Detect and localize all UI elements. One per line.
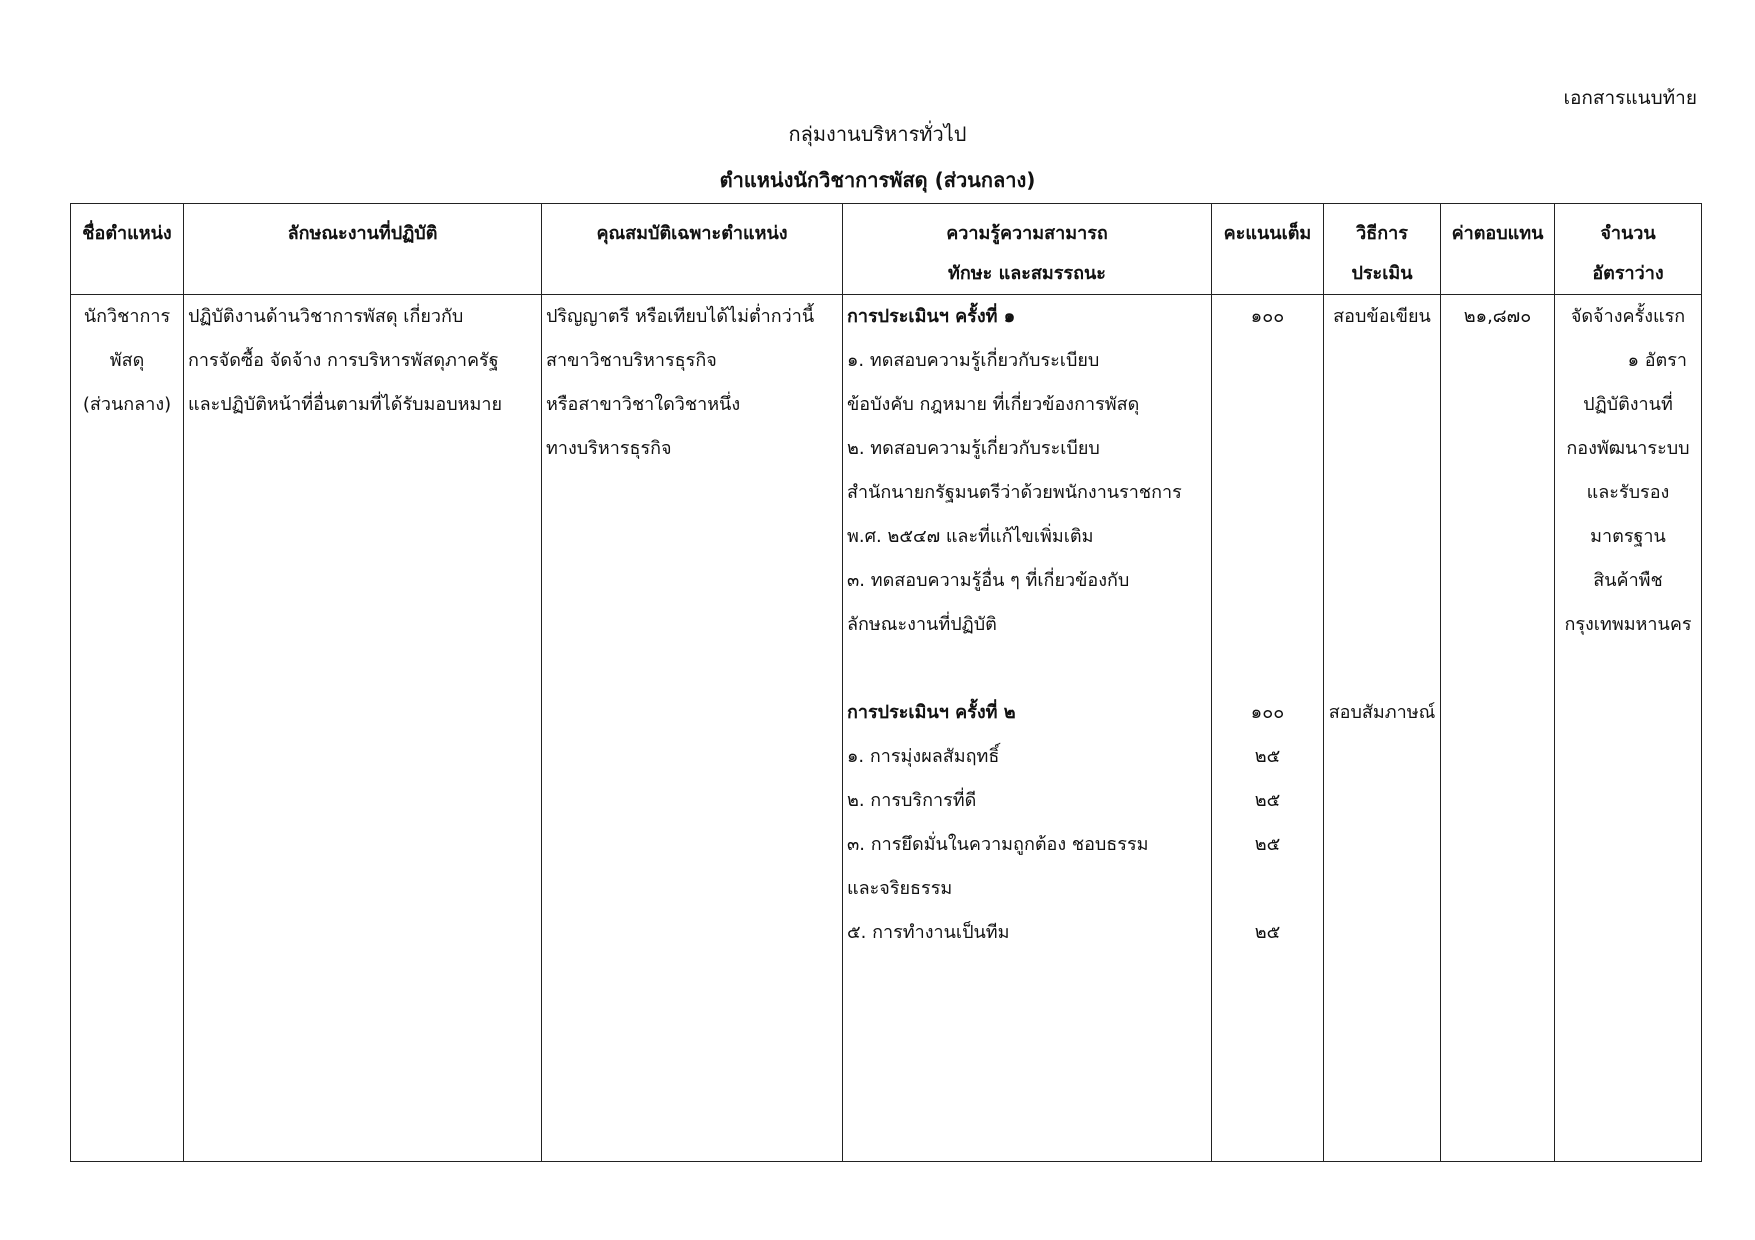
cell-count [1555,295,1702,1162]
cell-full-score [1212,295,1324,1162]
sub-score: ๒๕ [1254,834,1281,855]
cell-position-name [71,295,184,1162]
assessment2-line: และจริยธรรม [847,878,953,899]
assessment2-line: ๓. การยึดมั่นในความถูกต้อง ชอบธรรม [847,834,1149,855]
assessment1-line: ๓. ทดสอบความรู้อื่น ๆ ที่เกี่ยวข้องกับ [847,570,1130,591]
assessment1-heading: การประเมินฯ ครั้งที่ ๑ [847,306,1016,327]
header-knowledge: ความรู้ความสามารถ ทักษะ และสมรรถนะ [843,204,1212,295]
position-line: นักวิชาการ [83,306,171,327]
qualification-line: ทางบริหารธุรกิจ [546,438,672,459]
duties-line: ปฏิบัติงานด้านวิชาการพัสดุ เกี่ยวกับ [188,306,464,327]
compensation-value: ๒๑,๘๗๐ [1463,306,1532,327]
header-position-name: ชื่อตำแหน่ง [71,204,184,295]
position-line: (ส่วนกลาง) [82,394,172,415]
header-count: จำนวน อัตราว่าง [1555,204,1702,295]
header-method: วิธีการ ประเมิน [1324,204,1441,295]
sub-score: ๒๕ [1254,746,1281,767]
cell-qualifications [542,295,843,1162]
count-line: จัดจ้างครั้งแรก [1570,306,1686,327]
sub-score: ๒๕ [1254,790,1281,811]
count-line: และรับรอง [1586,482,1670,503]
header-qualifications: คุณสมบัติเฉพาะตำแหน่ง [542,204,843,295]
position-table [70,203,1702,1162]
assessment1-line: ๑. ทดสอบความรู้เกี่ยวกับระเบียบ [847,350,1100,371]
cell-method [1324,295,1441,1162]
position-line: พัสดุ [109,350,145,371]
count-line: กรุงเทพมหานคร [1564,614,1692,635]
qualification-line: หรือสาขาวิชาใดวิชาหนึ่ง [546,394,741,415]
assessment1-line: สำนักนายกรัฐมนตรีว่าด้วยพนักงานราชการ [847,482,1182,503]
assessment1-line: ลักษณะงานที่ปฏิบัติ [847,614,997,635]
header-full-score: คะแนนเต็ม [1212,204,1324,295]
header-compensation: ค่าตอบแทน [1441,204,1555,295]
assessment2-line: ๕. การทำงานเป็นทีม [847,922,1010,943]
count-line: กองพัฒนาระบบ [1566,438,1690,459]
assessment2-method: สอบสัมภาษณ์ [1328,702,1436,723]
assessment2-score: ๑๐๐ [1250,702,1285,723]
count-line: สินค้าพืช [1593,570,1663,591]
assessment1-method: สอบข้อเขียน [1333,306,1431,327]
assessment1-line: พ.ศ. ๒๕๔๗ และที่แก้ไขเพิ่มเติม [847,526,1094,547]
assessment2-line: ๑. การมุ่งผลสัมฤทธิ์ [847,746,1000,767]
qualification-line: ปริญญาตรี หรือเทียบได้ไม่ต่ำกว่านี้ [546,306,815,327]
assessment2-heading: การประเมินฯ ครั้งที่ ๒ [847,702,1016,723]
count-line: มาตรฐาน [1590,526,1666,547]
header-duties: ลักษณะงานที่ปฏิบัติ [184,204,542,295]
cell-knowledge [843,295,1212,1162]
count-line: ๑ อัตรา [1627,350,1687,371]
assessment1-line: ๒. ทดสอบความรู้เกี่ยวกับระเบียบ [847,438,1100,459]
table-row [71,295,1702,1162]
header-row [71,204,1702,295]
annex-label: เอกสารแนบท้าย [1563,87,1697,109]
qualification-line: สาขาวิชาบริหารธุรกิจ [546,350,717,371]
sub-score: ๒๕ [1254,922,1281,943]
document-title: กลุ่มงานบริหารทั่วไป [788,122,967,146]
assessment1-line: ข้อบังคับ กฎหมาย ที่เกี่ยวข้องการพัสดุ [847,394,1140,415]
cell-compensation [1441,295,1555,1162]
document-subtitle: ตำแหน่งนักวิชาการพัสดุ (ส่วนกลาง) [719,168,1036,192]
assessment2-line: ๒. การบริการที่ดี [847,790,977,811]
cell-duties [184,295,542,1162]
duties-line: การจัดซื้อ จัดจ้าง การบริหารพัสดุภาครัฐ [188,350,499,371]
sub-score [1212,867,1323,911]
duties-line: และปฏิบัติหน้าที่อื่นตามที่ได้รับมอบหมาย [188,394,503,415]
assessment1-score: ๑๐๐ [1250,306,1285,327]
count-line: ปฏิบัติงานที่ [1583,394,1673,415]
